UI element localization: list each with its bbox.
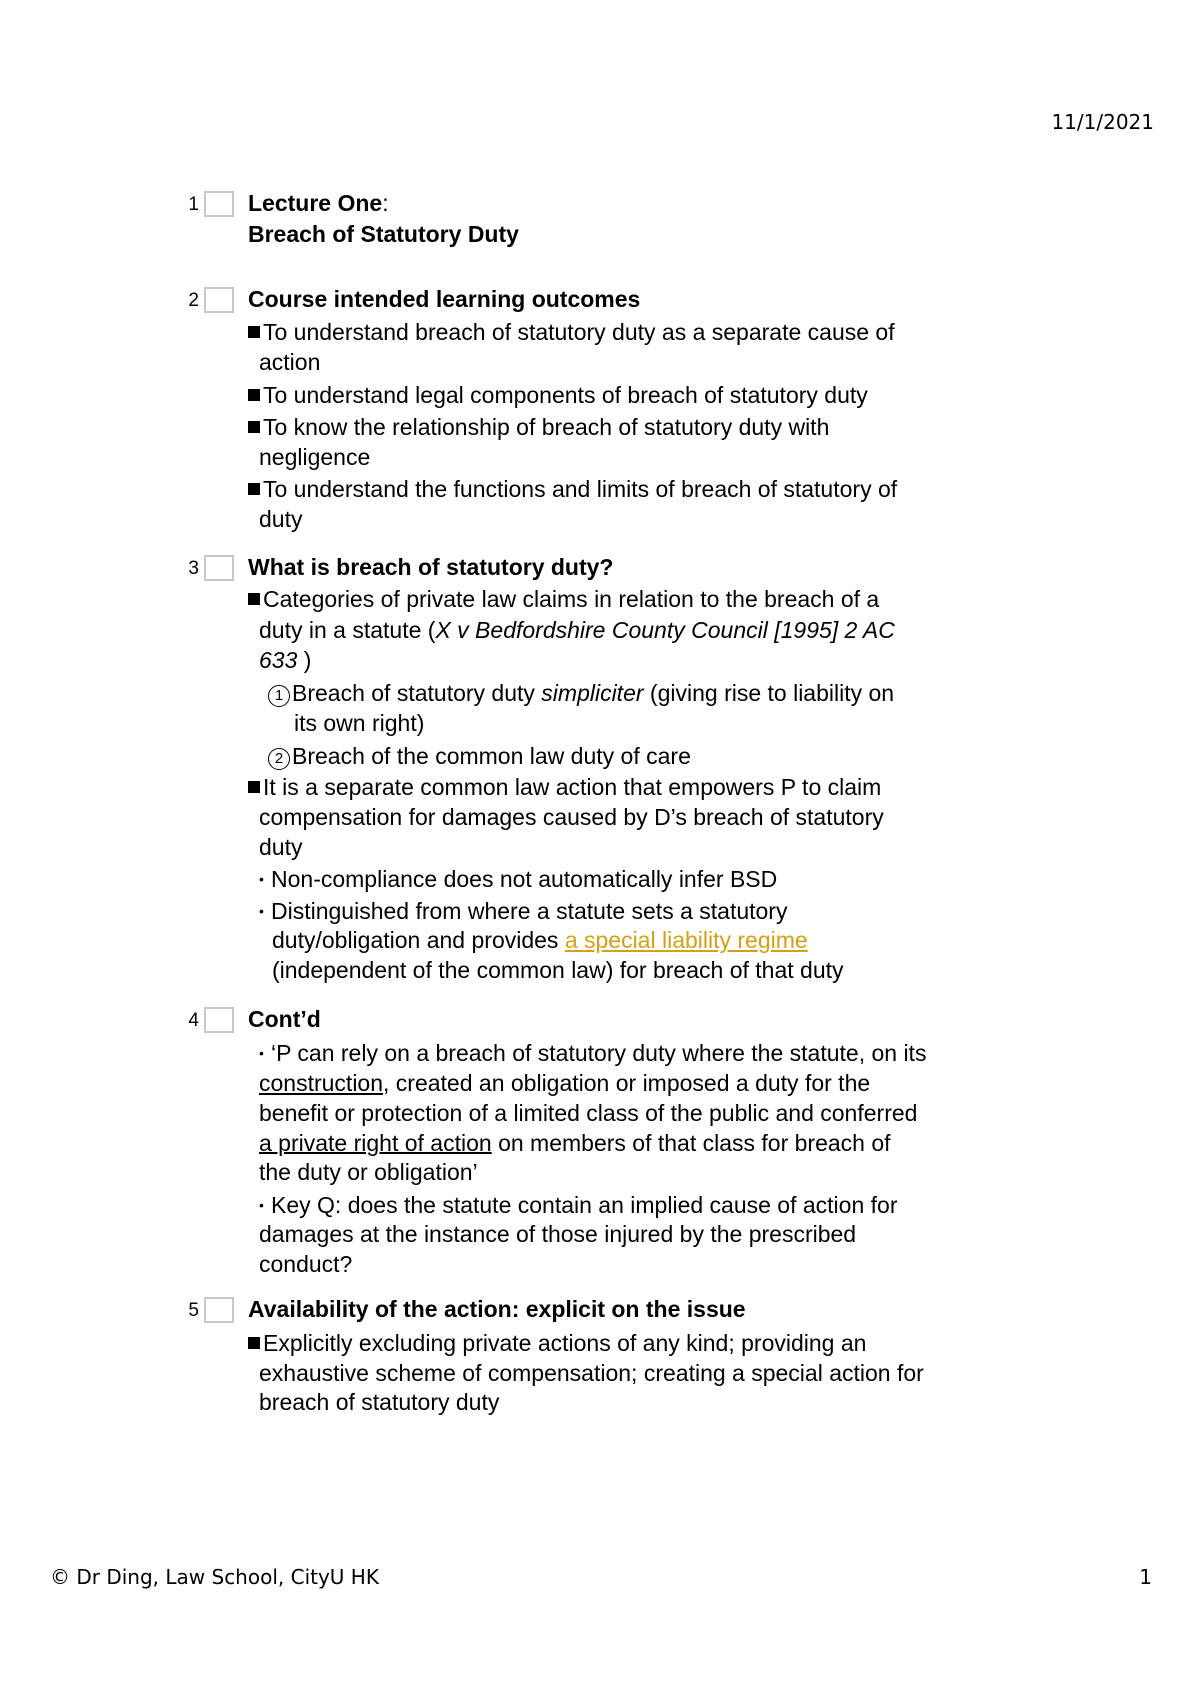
underlined-term: construction [259, 1070, 384, 1096]
sub-list-item-cont: conduct? [259, 1251, 353, 1277]
sub-list-item-cont: benefit or protection of a limited class of the public and conferred [259, 1100, 918, 1126]
circled-number-icon: 1 [268, 685, 290, 707]
slide-number: 1 [188, 194, 199, 215]
slide-number: 5 [188, 1300, 199, 1321]
sub-list-item-cont: (independent of the common law) for breach of that duty [272, 957, 844, 983]
title-line2: Breach of Statutory Duty [248, 221, 519, 247]
case-citation: 633 [259, 647, 298, 673]
sub-list-item: • Key Q: does the statute contain an implied cause of action for [259, 1192, 898, 1218]
title-colon: : [382, 190, 389, 216]
square-bullet-icon [248, 421, 260, 433]
list-item-cont: negligence [259, 444, 371, 470]
list-item-cont: duty in a statute (X v Bedfordshire County Council [1995] 2 AC [259, 617, 895, 643]
list-item: Categories of private law claims in relation to the breach of a [248, 585, 879, 613]
slide-thumbnail-box [204, 287, 234, 313]
sub-list-item-cont: duty/obligation and provides a special liability regime [272, 927, 808, 953]
square-bullet-icon [248, 593, 260, 605]
list-item: To know the relationship of breach of statutory duty with [248, 413, 829, 441]
slide-number: 3 [188, 558, 199, 579]
slide-number: 2 [188, 290, 199, 311]
circled-number-icon: 2 [268, 748, 290, 770]
sub-list-item-cont: a private right of action on members of that class for breach of [259, 1130, 891, 1156]
square-bullet-icon [248, 326, 260, 338]
dot-bullet-icon: • [259, 871, 264, 887]
numbered-item: 1 Breach of statutory duty simpliciter (giving rise to liability on [268, 679, 894, 707]
slide-thumbnail-box [204, 1297, 234, 1323]
square-bullet-icon [248, 781, 260, 793]
list-item-cont: duty [259, 834, 303, 860]
underlined-term: a private right of action [259, 1130, 492, 1156]
numbered-item-cont: its own right) [294, 710, 425, 736]
dot-bullet-icon: • [259, 1045, 264, 1061]
list-item-cont: duty [259, 506, 303, 532]
list-item: It is a separate common law action that empowers P to claim [248, 773, 881, 801]
list-item-cont: compensation for damages caused by D’s breach of statutory [259, 804, 884, 830]
sub-list-item: • Distinguished from where a statute sets a statutory [259, 898, 788, 924]
sub-list-item-cont: the duty or obligation’ [259, 1159, 478, 1185]
slide-title: What is breach of statutory duty? [248, 554, 614, 580]
slide-thumbnail-box [204, 1007, 234, 1033]
slide-title [248, 188, 1028, 250]
square-bullet-icon [248, 483, 260, 495]
sub-list-item: • Non-compliance does not automatically infer BSD [259, 866, 778, 892]
header-date: 11/1/2021 [1051, 110, 1154, 134]
case-citation: X v Bedfordshire County Council [1995] 2 AC [435, 617, 895, 643]
list-item-cont: 633 ) [259, 647, 312, 673]
footer-page-number: 1 [1139, 1565, 1152, 1589]
list-item: To understand the functions and limits of breach of statutory of [248, 475, 897, 503]
list-item: To understand legal components of breach of statutory duty [248, 381, 868, 409]
dot-bullet-icon: • [259, 1197, 264, 1213]
slide-number: 4 [188, 1010, 199, 1031]
square-bullet-icon [248, 1337, 260, 1349]
list-item: Explicitly excluding private actions of any kind; providing an [248, 1329, 866, 1357]
sub-list-item: • ‘P can rely on a breach of statutory duty where the statute, on its [259, 1040, 927, 1066]
list-item-cont: exhaustive scheme of compensation; creating a special action for [259, 1360, 924, 1386]
sub-list-item-cont: damages at the instance of those injured by the prescribed [259, 1221, 857, 1247]
list-item: To understand breach of statutory duty as a separate cause of [248, 318, 895, 346]
numbered-item: 2 Breach of the common law duty of care [268, 742, 691, 770]
slide-thumbnail-box [204, 191, 234, 217]
slide-title: Availability of the action: explicit on the issue [248, 1296, 746, 1322]
slide-title: Course intended learning outcomes [248, 286, 641, 312]
sub-list-item-cont: construction, created an obligation or imposed a duty for the [259, 1070, 871, 1096]
slide-title: Cont’d [248, 1006, 321, 1032]
slide-thumbnail-box [204, 555, 234, 581]
title-bold: Lecture One [248, 190, 383, 216]
special-liability-regime-link[interactable]: a special liability regime [564, 927, 808, 953]
list-item-cont: action [259, 349, 321, 375]
footer-copyright: © Dr Ding, Law School, CityU HK [50, 1565, 379, 1589]
square-bullet-icon [248, 389, 260, 401]
dot-bullet-icon: • [259, 903, 264, 919]
list-item-cont: breach of statutory duty [259, 1389, 500, 1415]
